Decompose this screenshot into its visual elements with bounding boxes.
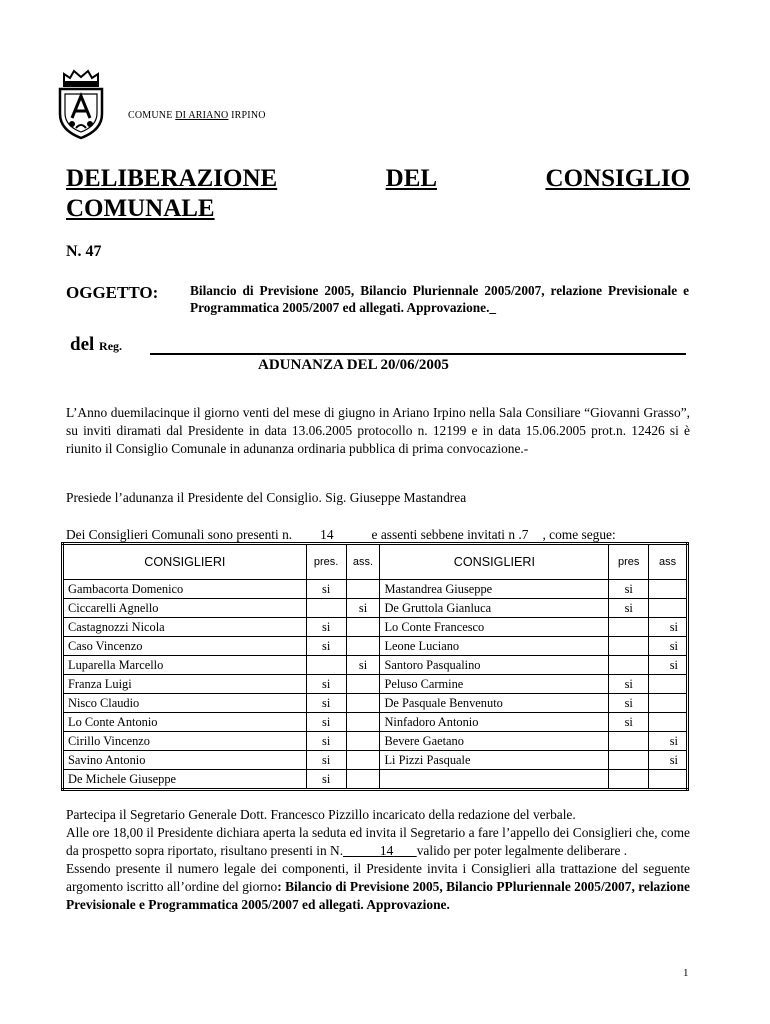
consigliere-name-right: Li Pizzi Pasquale (380, 751, 609, 770)
pres-left (306, 656, 346, 675)
consigliere-name-left: Castagnozzi Nicola (63, 618, 307, 637)
ass-left (346, 637, 380, 656)
comune-name: COMUNE DI ARIANO IRPINO (128, 110, 266, 121)
partecipa-text: Partecipa il Segretario Generale Dott. Francesco Pizzillo incaricato della redazione del verbale. (66, 807, 576, 822)
pres-right: si (609, 675, 649, 694)
pres-left: si (306, 732, 346, 751)
pres-right (609, 770, 649, 790)
presenti-line: Dei Consiglieri Comunali sono presenti n. 14 e assenti sebbene invitati n .7 , come segue: (66, 527, 616, 542)
header-ass-left: ass. (346, 544, 380, 580)
pres-left: si (306, 675, 346, 694)
ass-right (649, 599, 688, 618)
table-row (63, 770, 688, 790)
adunanza-date: ADUNANZA DEL 20/06/2005 (258, 357, 449, 373)
table-row (63, 694, 688, 713)
consigliere-name-right: Peluso Carmine (380, 675, 609, 694)
oggetto-text: Bilancio di Previsione 2005, Bilancio Pluriennale 2005/2007, relazione Previsionale e Programmatica 2005/2007 ed allegati. Approvazione._ (190, 283, 689, 315)
pres-left: si (306, 618, 346, 637)
closing-paragraphs (66, 806, 690, 914)
pres-left: si (306, 694, 346, 713)
header-consiglieri-left: CONSIGLIERI (63, 544, 307, 580)
consigliere-name-left: Luparella Marcello (63, 656, 307, 675)
table-row (63, 732, 688, 751)
intro-paragraph: L’Anno duemilacinque il giorno venti del mese di giugno in Ariano Irpino nella Sala Consiliare “Giovanni Grasso”, su inviti diramati dal Presidente in data 13.06.2005 protocollo n. 12199 e in data 15.06.2005 prot.n. 12426 si è riunito il Consiglio Comunale in adunanza ordinaria pubblica di prima convocazione.- (66, 405, 690, 456)
ass-right (649, 580, 688, 599)
consigliere-name-left: Caso Vincenzo (63, 637, 307, 656)
pres-right (609, 732, 649, 751)
consigliere-name-right: De Pasquale Benvenuto (380, 694, 609, 713)
ass-left (346, 732, 380, 751)
ass-right (649, 694, 688, 713)
ass-right: si (649, 751, 688, 770)
table-row (63, 580, 688, 599)
consigliere-name-left: Gambacorta Domenico (63, 580, 307, 599)
ass-left (346, 675, 380, 694)
document-title-line-1: DELIBERAZIONE DEL CONSIGLIO (66, 165, 690, 192)
pres-left (306, 599, 346, 618)
ass-left: si (346, 599, 380, 618)
ass-left (346, 580, 380, 599)
pres-right (609, 637, 649, 656)
ass-right: si (649, 732, 688, 751)
pres-left: si (306, 751, 346, 770)
page-number: 1 (683, 967, 689, 979)
deliberation-number: N. 47 (66, 243, 102, 260)
table-row (63, 751, 688, 770)
pres-left: si (306, 637, 346, 656)
ass-right: si (649, 656, 688, 675)
pres-right (609, 618, 649, 637)
table-row (63, 713, 688, 732)
comune-crest-logo (52, 68, 110, 140)
consigliere-name-left: Franza Luigi (63, 675, 307, 694)
ass-left: si (346, 656, 380, 675)
del-reg-label: del Reg. (70, 334, 123, 355)
pres-left: si (306, 713, 346, 732)
ass-right (649, 770, 688, 790)
table-row (63, 656, 688, 675)
table-row (63, 618, 688, 637)
header-consiglieri-right: CONSIGLIERI (380, 544, 609, 580)
ass-right (649, 675, 688, 694)
ass-right (649, 713, 688, 732)
consigliere-name-left: Nisco Claudio (63, 694, 307, 713)
pres-right: si (609, 694, 649, 713)
ass-left (346, 694, 380, 713)
consigliere-name-left: Ciccarelli Agnello (63, 599, 307, 618)
consigliere-name-left: De Michele Giuseppe (63, 770, 307, 790)
pres-left: si (306, 580, 346, 599)
presiede-paragraph: Presiede l’adunanza il Presidente del Consiglio. Sig. Giuseppe Mastandrea (66, 490, 467, 505)
consigliere-name-right: Mastandrea Giuseppe (380, 580, 609, 599)
consigliere-name-left: Savino Antonio (63, 751, 307, 770)
consigliere-name-left: Lo Conte Antonio (63, 713, 307, 732)
pres-right: si (609, 599, 649, 618)
pres-right (609, 656, 649, 675)
consigliere-name-right: Santoro Pasqualino (380, 656, 609, 675)
document-title-line-2: COMUNALE (66, 195, 215, 222)
ass-left (346, 751, 380, 770)
pres-right (609, 751, 649, 770)
consigliere-name-right: Bevere Gaetano (380, 732, 609, 751)
header-ass-right: ass (649, 544, 688, 580)
oggetto-label: OGGETTO: (66, 283, 159, 302)
header-pres-left: pres. (306, 544, 346, 580)
header-pres-right: pres (609, 544, 649, 580)
roll-call-table (61, 542, 689, 791)
pres-left: si (306, 770, 346, 790)
consigliere-name-right: De Gruttola Gianluca (380, 599, 609, 618)
appello-text: Alle ore 18,00 il Presidente dichiara aperta la seduta ed invita il Segretario a fare l’appello dei Consiglieri che, come da prospetto sopra riportato, risultano presenti in N. 14 valido per poter legalmente deliberare . (66, 825, 690, 858)
ass-left (346, 713, 380, 732)
ass-right: si (649, 618, 688, 637)
pres-right: si (609, 580, 649, 599)
ass-left (346, 618, 380, 637)
pres-right: si (609, 713, 649, 732)
table-row (63, 637, 688, 656)
consigliere-name-right: Lo Conte Francesco (380, 618, 609, 637)
consigliere-name-left: Cirillo Vincenzo (63, 732, 307, 751)
roll-header-row (63, 544, 688, 580)
consigliere-name-right (380, 770, 609, 790)
ass-left (346, 770, 380, 790)
del-reg-underline (150, 353, 686, 355)
table-row (63, 599, 688, 618)
ass-right: si (649, 637, 688, 656)
table-row (63, 675, 688, 694)
essendo-text: Essendo presente il numero legale dei componenti, il Presidente invita i Consiglieri alla trattazione del seguente argomento iscritto all’ordine del giorno: Bilancio di Previsione 2005, Bilancio PPluriennale 2005/2007, relazione Previsionale e Programmatica 2005/2007 ed allegati. Approvazione. (66, 861, 690, 912)
consigliere-name-right: Leone Luciano (380, 637, 609, 656)
consigliere-name-right: Ninfadoro Antonio (380, 713, 609, 732)
